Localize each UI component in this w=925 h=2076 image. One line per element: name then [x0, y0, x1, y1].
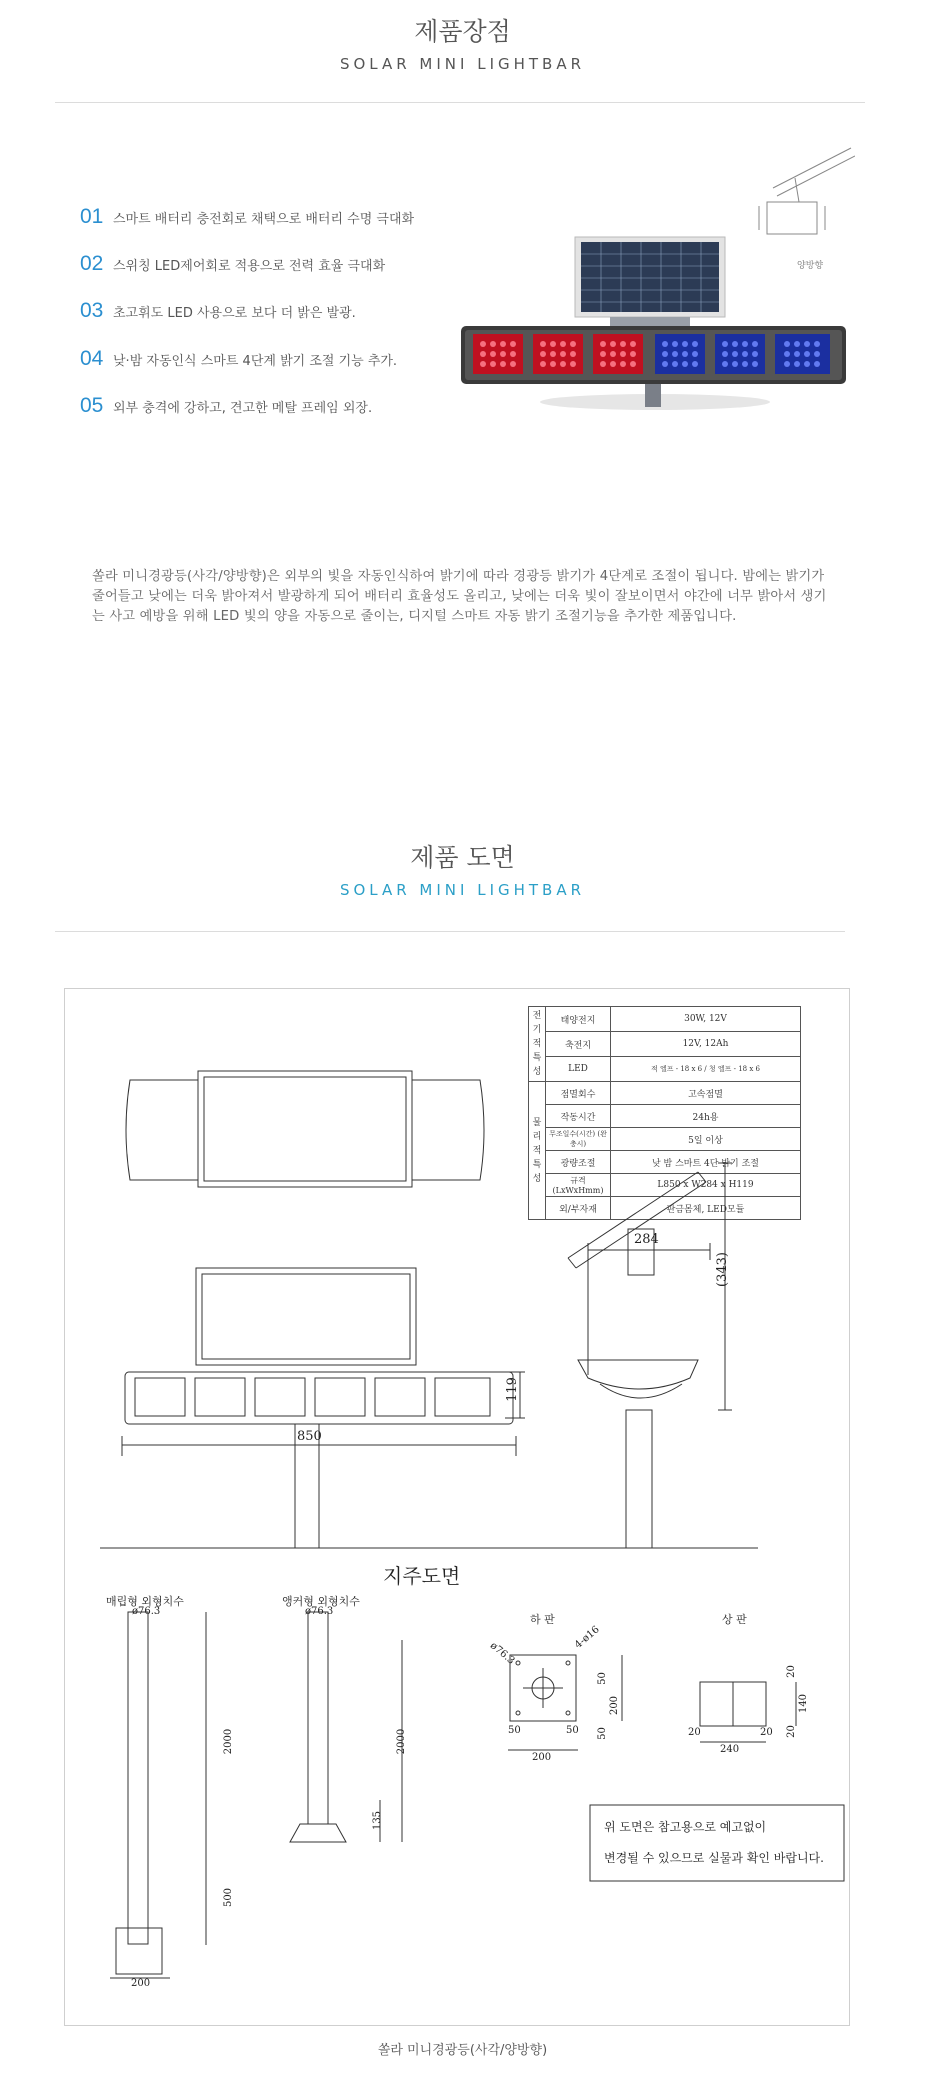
- spec-label: 무조일수(시간) (완충시): [546, 1128, 611, 1151]
- spec-label: 규격(LxWxHmm): [546, 1174, 611, 1197]
- dim-20: 20: [688, 1727, 701, 1738]
- dim-50: 50: [596, 1727, 608, 1740]
- spec-value: 판금몸체, LED모듈: [611, 1197, 801, 1220]
- note-line-2: 변경될 수 있으므로 실물과 확인 바랍니다.: [604, 1851, 824, 1865]
- dim-width-850: 850: [297, 1429, 322, 1444]
- spec-group-physical: 물리적특성: [529, 1082, 546, 1220]
- feature-number: 03: [80, 299, 104, 322]
- pole-drawing-title: 지주도면: [383, 1564, 461, 1588]
- feature-text: 스위칭 LED제어회로 적용으로 전력 효율 극대화: [113, 259, 386, 274]
- feature-number: 04: [80, 347, 104, 370]
- dim-500: 500: [223, 1887, 235, 1908]
- drawing-subtitle: SOLAR MINI LIGHTBAR: [339, 881, 586, 899]
- spec-value: 5일 이상: [611, 1128, 801, 1151]
- dim-depth-284: 284: [634, 1232, 659, 1247]
- dim-50: 50: [508, 1725, 521, 1736]
- feature-number: 05: [80, 394, 104, 417]
- spec-label: 광량조절: [546, 1151, 611, 1174]
- dim-height-119: 119: [504, 1377, 520, 1402]
- spec-label: 점멸회수: [546, 1082, 611, 1105]
- spec-group-electrical: 전기적특성: [529, 1007, 546, 1082]
- feature-text: 스마트 배터리 충전회로 채택으로 배터리 수명 극대화: [113, 212, 415, 227]
- dim-200: 200: [609, 1695, 621, 1716]
- feature-text: 낮·밤 자동인식 스마트 4단계 밝기 조절 기능 추가.: [113, 354, 398, 369]
- dim-50: 50: [596, 1672, 608, 1685]
- dim-height-343: (343): [714, 1252, 730, 1287]
- drawing-title: 제품 도면: [410, 843, 515, 872]
- features-title: 제품장점: [414, 17, 511, 46]
- spec-label: 외/부자재: [546, 1197, 611, 1220]
- dim-200: 200: [131, 1978, 151, 1989]
- note-line-1: 위 도면은 참고용으로 예고없이: [604, 1820, 767, 1834]
- dim-diameter: ø76.3: [487, 1640, 517, 1667]
- spec-label: LED: [546, 1057, 611, 1082]
- spec-value: 24h용: [611, 1105, 801, 1128]
- dim-20: 20: [785, 1725, 797, 1738]
- thumbnail-label: 양방향: [797, 261, 824, 271]
- spec-label: 작동시간: [546, 1105, 611, 1128]
- spec-value: L850 x W284 x H119: [611, 1174, 801, 1197]
- dim-diameter: ø76.3: [305, 1606, 334, 1617]
- dim-240: 240: [720, 1744, 740, 1755]
- spec-label: 태양전지: [546, 1007, 611, 1032]
- spec-value: 적 엘프 - 18 x 6 / 청 엘프 - 18 x 6: [611, 1057, 801, 1082]
- features-subtitle: SOLAR MINI LIGHTBAR: [339, 55, 586, 73]
- label-top-plate: 상 판: [722, 1613, 747, 1626]
- dim-2000: 2000: [223, 1728, 235, 1755]
- spec-value: 낮 밤 스마트 4단 밝기 조절: [611, 1151, 801, 1174]
- spec-value: 고속점멸: [611, 1082, 801, 1105]
- label-buried-type: 매립형 외형치수: [106, 1595, 184, 1608]
- feature-text: 외부 충격에 강하고, 견고한 메탈 프레임 외장.: [113, 401, 373, 416]
- dim-50: 50: [566, 1725, 579, 1736]
- dim-diameter: ø76.3: [132, 1606, 161, 1617]
- drawing-caption: 쏠라 미니경광등(사각/양방향): [377, 2043, 548, 2058]
- dim-2000: 2000: [396, 1728, 408, 1755]
- dim-135: 135: [372, 1810, 384, 1831]
- dim-200: 200: [532, 1752, 552, 1763]
- label-bottom-plate: 하 판: [530, 1613, 555, 1626]
- feature-number: 01: [80, 205, 104, 228]
- spec-label: 축전지: [546, 1032, 611, 1057]
- dim-20: 20: [785, 1665, 797, 1678]
- feature-text: 초고휘도 LED 사용으로 보다 더 밝은 발광.: [113, 306, 356, 321]
- feature-number: 02: [80, 252, 104, 275]
- dim-bolt: 4-ø16: [572, 1624, 602, 1651]
- dim-20: 20: [760, 1727, 773, 1738]
- spec-value: 12V, 12Ah: [611, 1032, 801, 1057]
- product-description: 쏠라 미니경광등(사각/양방향)은 외부의 빛을 자동인식하여 밝기에 따라 경광등 밝기가 4단계로 조절이 됩니다. 밤에는 밝기가 줄어들고 낮에는 더욱 밝아져서 발광하게 되어 배터리 효율성도 올리고, 낮에는 더욱 빛이 잘보이면서 야간에 너무 밝아서 생기는 사고 예방을 위해 LED 빛의 양을 자동으로 줄이는, 디지털 스마트 자동 밝기 조절기능을 추가한 제품입니다.: [92, 569, 827, 624]
- label-anchor-type: 앵커형 외형치수: [282, 1595, 360, 1608]
- spec-value: 30W, 12V: [611, 1007, 801, 1032]
- dim-140: 140: [798, 1693, 810, 1714]
